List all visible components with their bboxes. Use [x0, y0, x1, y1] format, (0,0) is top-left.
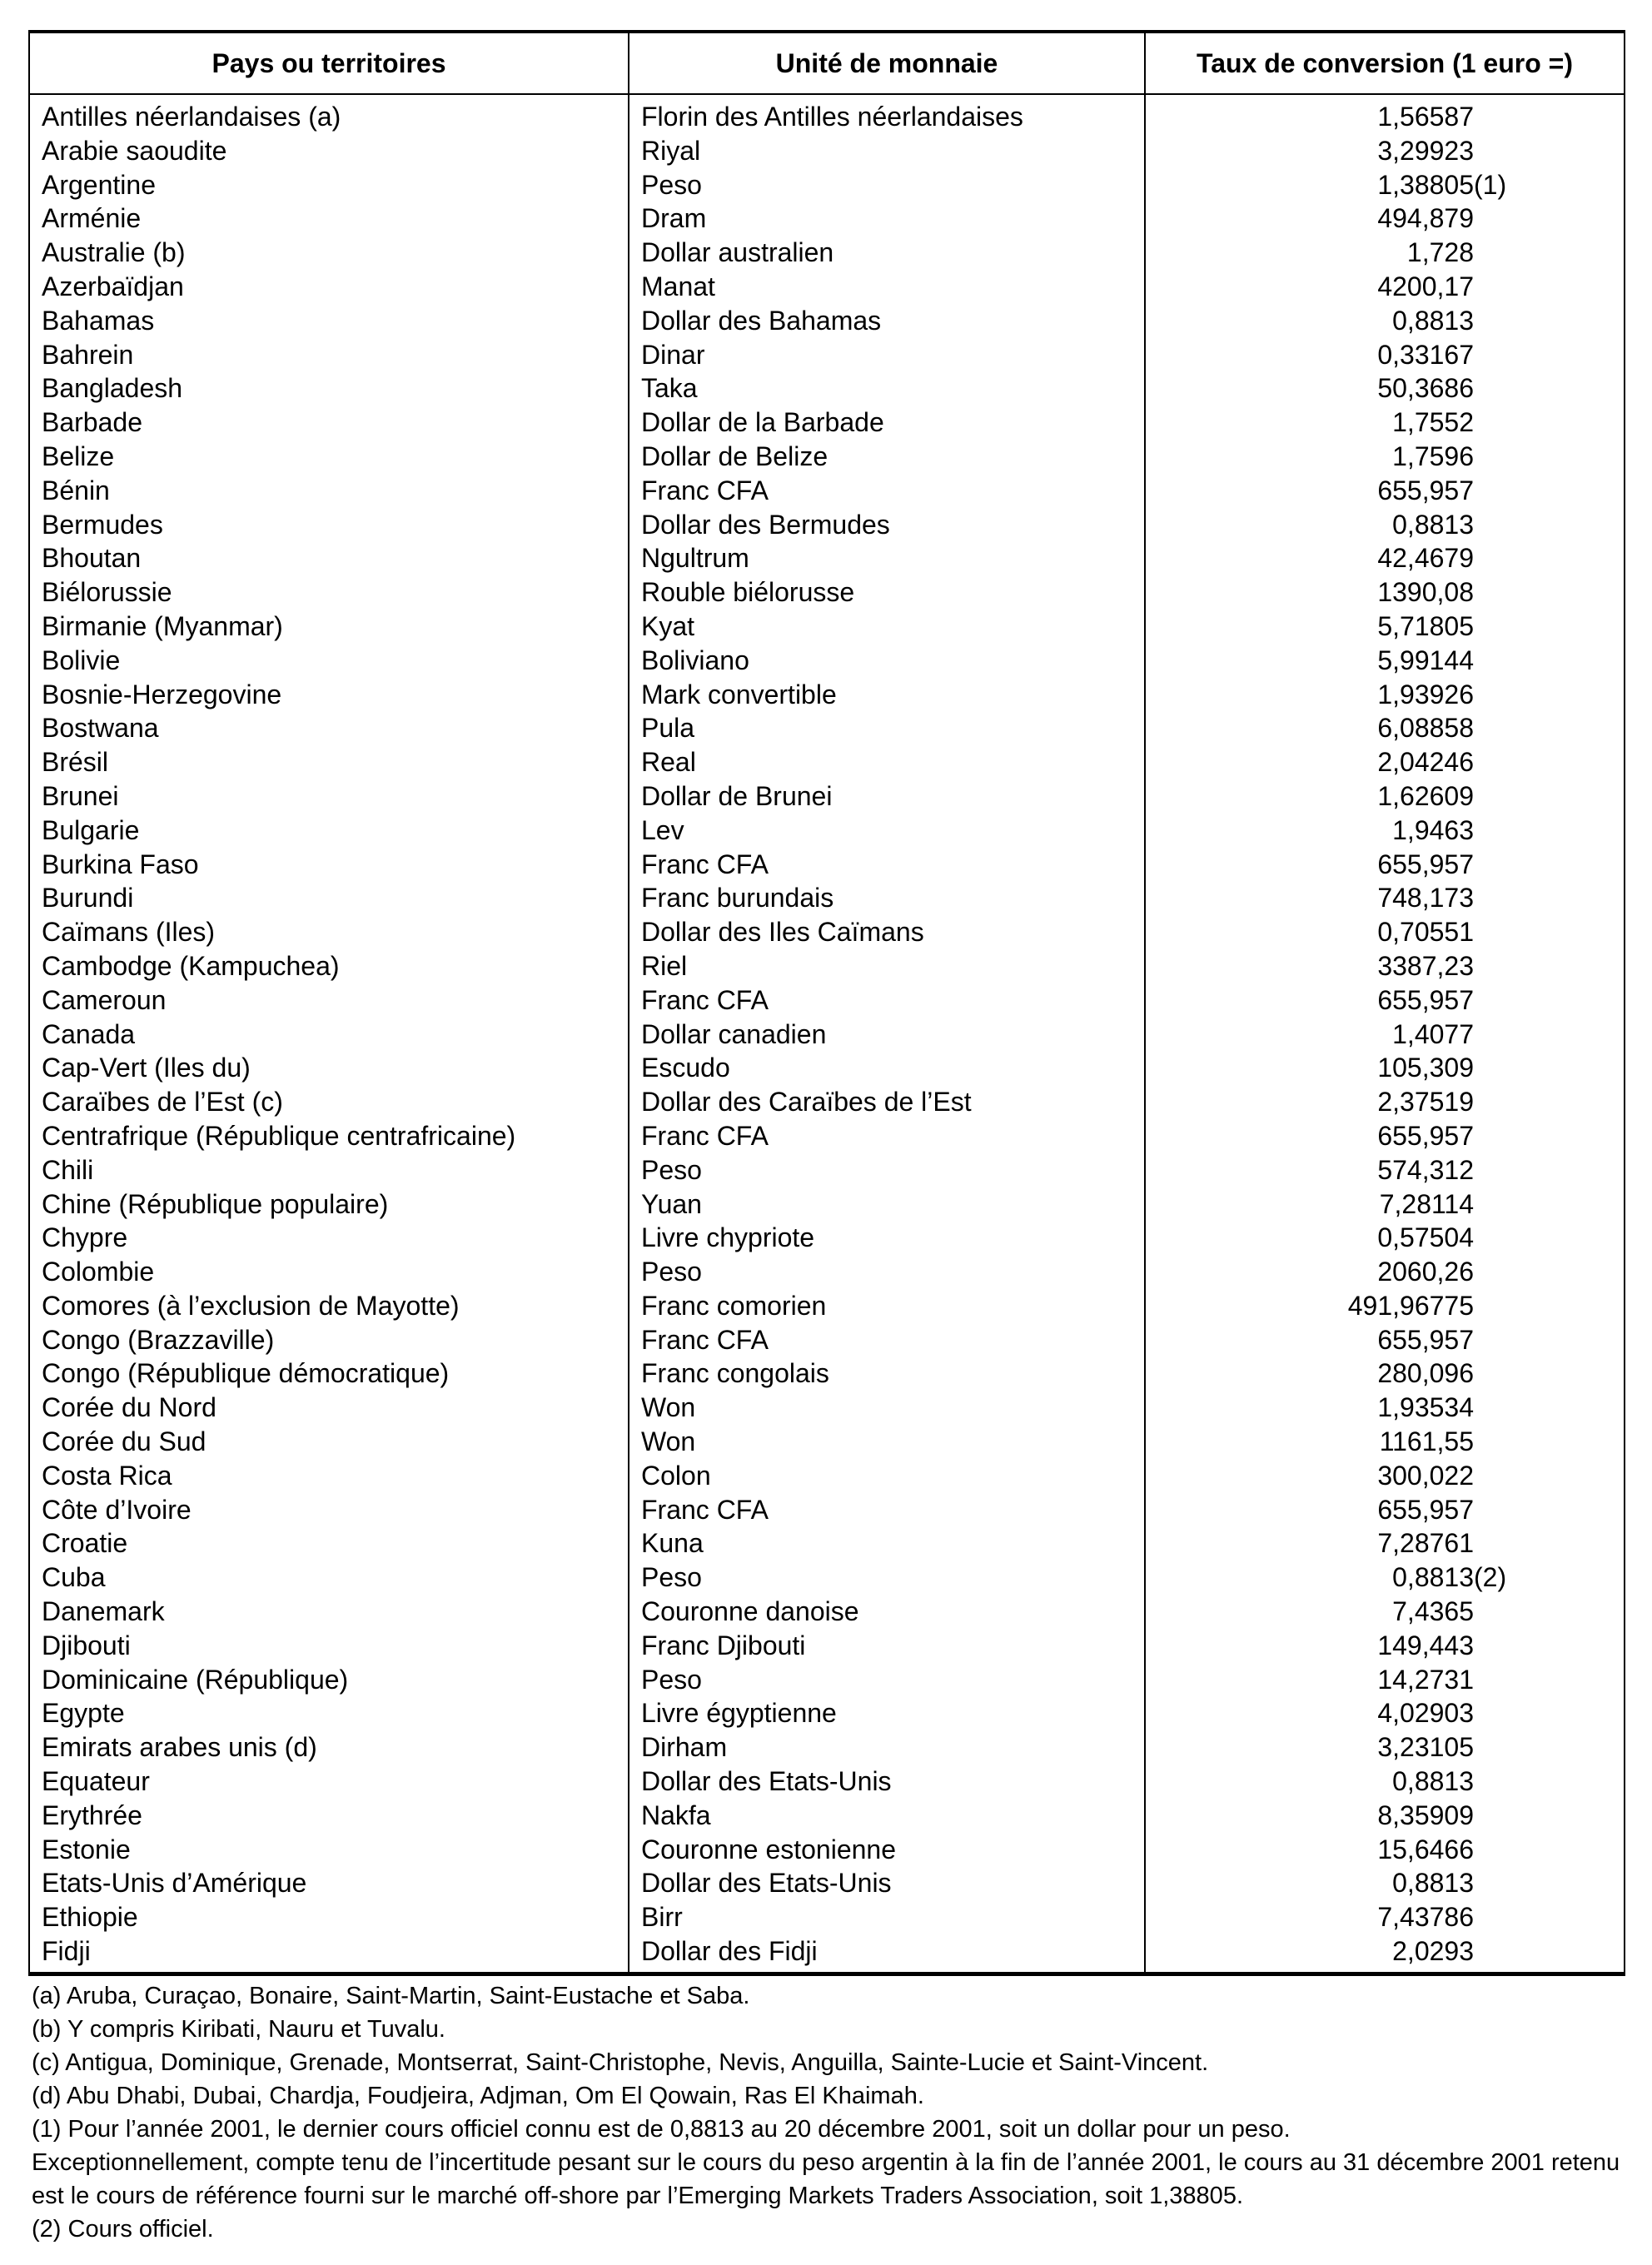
- rate-cell: 3,23105: [1377, 1732, 1474, 1763]
- currency-cell: Franc burundais: [629, 881, 1145, 915]
- table-row: [29, 1391, 1625, 1425]
- table-row: [29, 1799, 1625, 1833]
- country-cell: Corée du Sud: [29, 1425, 629, 1459]
- country-cell: Argentine: [29, 168, 629, 202]
- rate-cell: 6,08858: [1377, 713, 1474, 744]
- table-row: [29, 644, 1625, 678]
- currency-cell: Peso: [629, 1255, 1145, 1289]
- rate-cell: 1,7552: [1392, 407, 1474, 438]
- currency-cell: Kuna: [629, 1526, 1145, 1561]
- footnotes: [28, 1979, 1624, 2246]
- country-cell: Australie (b): [29, 236, 629, 270]
- rate-cell: 655,957: [1377, 1494, 1474, 1525]
- currency-cell: Pula: [629, 711, 1145, 745]
- country-cell: Chypre: [29, 1221, 629, 1255]
- currency-cell: Real: [629, 745, 1145, 779]
- table-row: [29, 1051, 1625, 1085]
- rate-cell: 7,28114: [1379, 1188, 1474, 1219]
- currency-cell: Colon: [629, 1459, 1145, 1493]
- rate-cell: 300,022: [1377, 1460, 1474, 1491]
- currency-cell: Dollar des Etats-Unis: [629, 1866, 1145, 1900]
- country-cell: Chine (République populaire): [29, 1187, 629, 1222]
- table-row: [29, 814, 1625, 848]
- table-row: [29, 983, 1625, 1018]
- table-row: [29, 1696, 1625, 1730]
- table-row: [29, 1187, 1625, 1222]
- country-cell: Erythrée: [29, 1799, 629, 1833]
- currency-cell: Ngultrum: [629, 541, 1145, 575]
- currency-cell: Won: [629, 1391, 1145, 1425]
- rate-cell: 494,879: [1377, 203, 1474, 234]
- country-cell: Canada: [29, 1018, 629, 1052]
- table-row: [29, 1153, 1625, 1187]
- country-cell: Bahrein: [29, 338, 629, 372]
- table-row: [29, 575, 1625, 610]
- table-header: [29, 32, 1625, 94]
- table-row: [29, 236, 1625, 270]
- country-cell: Barbade: [29, 406, 629, 440]
- table-row: [29, 1459, 1625, 1493]
- table-row: [29, 440, 1625, 474]
- rate-cell: 280,096: [1377, 1358, 1474, 1389]
- table-row: [29, 94, 1625, 134]
- table-row: [29, 168, 1625, 202]
- currency-cell: Peso: [629, 1663, 1145, 1697]
- country-cell: Comores (à l’exclusion de Mayotte): [29, 1289, 629, 1323]
- footnote: Exceptionnellement, compte tenu de l’incertitude pesant sur le cours du peso argentin à la fin de l’année 2001, le cours au 31 décembre 2001 retenu est le cours de référence fourni sur le marché off-shore par l’Emerging Markets Traders Association, soit 1,38805.: [32, 2148, 1620, 2209]
- rate-cell: 491,96775: [1347, 1290, 1474, 1321]
- table-row: [29, 1526, 1625, 1561]
- currency-cell: Riel: [629, 949, 1145, 983]
- table-row: [29, 1493, 1625, 1527]
- currency-cell: Florin des Antilles néerlandaises: [629, 94, 1145, 134]
- country-cell: Cuba: [29, 1561, 629, 1595]
- table-row: [29, 134, 1625, 168]
- country-cell: Belize: [29, 440, 629, 474]
- currency-cell: Lev: [629, 814, 1145, 848]
- table-row: [29, 1900, 1625, 1934]
- table-row: [29, 1663, 1625, 1697]
- footnote: (a) Aruba, Curaçao, Bonaire, Saint-Martin, Saint-Eustache et Saba.: [32, 1982, 750, 2009]
- currency-cell: Dollar canadien: [629, 1018, 1145, 1052]
- footnote: (c) Antigua, Dominique, Grenade, Montserrat, Saint-Christophe, Nevis, Anguilla, Sainte-Lucie et Saint-Vincent.: [32, 2048, 1209, 2076]
- table-row: [29, 1629, 1625, 1663]
- footnote: (1) Pour l’année 2001, le dernier cours officiel connu est de 0,8813 au 20 décembre 2001, soit un dollar pour un peso.: [32, 2115, 1291, 2143]
- rate-cell: 7,43786: [1377, 1902, 1474, 1933]
- country-cell: Chili: [29, 1153, 629, 1187]
- header-rate: Taux de conversion (1 euro =): [1145, 32, 1625, 94]
- country-cell: Côte d’Ivoire: [29, 1493, 629, 1527]
- currency-cell: Mark convertible: [629, 678, 1145, 712]
- rate-cell: 0,57504: [1377, 1222, 1474, 1253]
- rate-cell: 4200,17: [1377, 271, 1474, 301]
- table-row: [29, 508, 1625, 542]
- currency-cell: Escudo: [629, 1051, 1145, 1085]
- table-row: [29, 1085, 1625, 1119]
- country-cell: Brunei: [29, 779, 629, 814]
- rate-cell: 0,33167: [1377, 339, 1474, 370]
- country-cell: Fidji: [29, 1934, 629, 1974]
- currency-cell: Franc comorien: [629, 1289, 1145, 1323]
- currency-cell: Dollar des Bermudes: [629, 508, 1145, 542]
- rate-cell: 50,3686: [1377, 373, 1474, 404]
- rate-cell: 574,312: [1377, 1154, 1474, 1185]
- rate-cell: 1,93534: [1377, 1392, 1474, 1423]
- country-cell: Caïmans (Iles): [29, 915, 629, 949]
- country-cell: Dominicaine (République): [29, 1663, 629, 1697]
- country-cell: Equateur: [29, 1765, 629, 1799]
- table-row: [29, 1866, 1625, 1900]
- rate-cell: 1,38805(1): [1377, 169, 1507, 200]
- table-row: [29, 1730, 1625, 1765]
- country-cell: Djibouti: [29, 1629, 629, 1663]
- currency-cell: Won: [629, 1425, 1145, 1459]
- country-cell: Antilles néerlandaises (a): [29, 94, 629, 134]
- table-row: [29, 1221, 1625, 1255]
- currency-cell: Dollar des Caraïbes de l’Est: [629, 1085, 1145, 1119]
- currency-cell: Peso: [629, 168, 1145, 202]
- table-row: [29, 848, 1625, 882]
- rate-cell: 4,02903: [1377, 1698, 1474, 1729]
- table-row: [29, 371, 1625, 406]
- table-row: [29, 1289, 1625, 1323]
- footnote: (2) Cours officiel.: [32, 2215, 214, 2243]
- table-row: [29, 1595, 1625, 1629]
- country-cell: Arménie: [29, 202, 629, 236]
- currency-cell: Franc CFA: [629, 1493, 1145, 1527]
- rate-cell: 5,71805: [1377, 610, 1474, 641]
- rate-cell: 7,28761: [1377, 1528, 1474, 1559]
- currency-cell: Kyat: [629, 610, 1145, 644]
- rate-cell: 655,957: [1377, 984, 1474, 1015]
- currency-cell: Franc CFA: [629, 1119, 1145, 1153]
- currency-cell: Dollar des Iles Caïmans: [629, 915, 1145, 949]
- country-cell: Cambodge (Kampuchea): [29, 949, 629, 983]
- footnote: (b) Y compris Kiribati, Nauru et Tuvalu.: [32, 2015, 445, 2043]
- currency-cell: Birr: [629, 1900, 1145, 1934]
- country-cell: Burundi: [29, 881, 629, 915]
- table-row: [29, 202, 1625, 236]
- currency-cell: Dram: [629, 202, 1145, 236]
- country-cell: Ethiopie: [29, 1900, 629, 1934]
- table-row: [29, 1119, 1625, 1153]
- country-cell: Congo (République démocratique): [29, 1357, 629, 1391]
- country-cell: Caraïbes de l’Est (c): [29, 1085, 629, 1119]
- table-row: [29, 270, 1625, 304]
- table-row: [29, 1765, 1625, 1799]
- table-row: [29, 1357, 1625, 1391]
- country-cell: Estonie: [29, 1833, 629, 1867]
- header-currency: Unité de monnaie: [629, 32, 1145, 94]
- country-cell: Centrafrique (République centrafricaine): [29, 1119, 629, 1153]
- currency-cell: Dollar des Etats-Unis: [629, 1765, 1145, 1799]
- country-cell: Bermudes: [29, 508, 629, 542]
- currency-cell: Dollar australien: [629, 236, 1145, 270]
- table-row: [29, 1425, 1625, 1459]
- rate-cell: 8,35909: [1377, 1800, 1474, 1830]
- country-cell: Bahamas: [29, 304, 629, 338]
- table-row: [29, 610, 1625, 644]
- header-country: Pays ou territoires: [29, 32, 629, 94]
- currency-cell: Franc Djibouti: [629, 1629, 1145, 1663]
- currency-cell: Franc congolais: [629, 1357, 1145, 1391]
- currency-cell: Riyal: [629, 134, 1145, 168]
- currency-cell: Franc CFA: [629, 474, 1145, 508]
- currency-cell: Dollar des Fidji: [629, 1934, 1145, 1974]
- country-cell: Danemark: [29, 1595, 629, 1629]
- rate-cell: 0,8813: [1392, 305, 1474, 336]
- table-row: [29, 949, 1625, 983]
- rate-cell: 655,957: [1377, 1324, 1474, 1355]
- rate-cell: 2,37519: [1377, 1087, 1474, 1118]
- table-row: [29, 1018, 1625, 1052]
- table-row: [29, 1934, 1625, 1974]
- table-row: [29, 1561, 1625, 1595]
- table-row: [29, 779, 1625, 814]
- table-body: [29, 94, 1625, 1974]
- rate-cell: 7,4365: [1392, 1596, 1474, 1627]
- rate-cell: 1,4077: [1392, 1018, 1474, 1049]
- currency-cell: Dirham: [629, 1730, 1145, 1765]
- rate-cell: 748,173: [1377, 883, 1474, 913]
- rate-cell: 0,8813: [1392, 1766, 1474, 1797]
- currency-cell: Dollar de la Barbade: [629, 406, 1145, 440]
- rate-cell: 5,99144: [1377, 645, 1474, 675]
- currency-cell: Franc CFA: [629, 1323, 1145, 1357]
- currency-cell: Franc CFA: [629, 848, 1145, 882]
- country-cell: Etats-Unis d’Amérique: [29, 1866, 629, 1900]
- rate-cell: 1,728: [1406, 237, 1474, 268]
- table-row: [29, 678, 1625, 712]
- rate-cell: 1,62609: [1377, 780, 1474, 811]
- country-cell: Corée du Nord: [29, 1391, 629, 1425]
- currency-cell: Yuan: [629, 1187, 1145, 1222]
- rate-cell: 1,9463: [1392, 814, 1474, 845]
- rate-cell: 3,29923: [1377, 135, 1474, 166]
- table-row: [29, 1833, 1625, 1867]
- currency-cell: Livre chypriote: [629, 1221, 1145, 1255]
- table-row: [29, 338, 1625, 372]
- country-cell: Biélorussie: [29, 575, 629, 610]
- country-cell: Cameroun: [29, 983, 629, 1018]
- country-cell: Bolivie: [29, 644, 629, 678]
- table-row: [29, 541, 1625, 575]
- currency-cell: Dollar des Bahamas: [629, 304, 1145, 338]
- rate-cell: 1,93926: [1377, 679, 1474, 709]
- currency-cell: Dinar: [629, 338, 1145, 372]
- table-row: [29, 304, 1625, 338]
- rate-cell: 0,8813(2): [1392, 1562, 1507, 1593]
- currency-cell: Couronne danoise: [629, 1595, 1145, 1629]
- header-row: [29, 32, 1625, 94]
- rate-cell: 0,8813: [1392, 1868, 1474, 1899]
- country-cell: Egypte: [29, 1696, 629, 1730]
- table-row: [29, 881, 1625, 915]
- conversion-table: [28, 30, 1625, 1976]
- country-cell: Brésil: [29, 745, 629, 779]
- rate-cell: 3387,23: [1377, 950, 1474, 981]
- document-page: [28, 30, 1624, 2246]
- country-cell: Croatie: [29, 1526, 629, 1561]
- table-row: [29, 745, 1625, 779]
- currency-cell: Franc CFA: [629, 983, 1145, 1018]
- country-cell: Cap-Vert (Iles du): [29, 1051, 629, 1085]
- country-cell: Birmanie (Myanmar): [29, 610, 629, 644]
- country-cell: Emirats arabes unis (d): [29, 1730, 629, 1765]
- rate-cell: 1161,55: [1379, 1426, 1474, 1457]
- currency-cell: Dollar de Belize: [629, 440, 1145, 474]
- currency-cell: Dollar de Brunei: [629, 779, 1145, 814]
- rate-cell: 0,70551: [1377, 917, 1474, 948]
- currency-cell: Peso: [629, 1561, 1145, 1595]
- table-row: [29, 1323, 1625, 1357]
- currency-cell: Boliviano: [629, 644, 1145, 678]
- currency-cell: Rouble biélorusse: [629, 575, 1145, 610]
- rate-cell: 42,4679: [1377, 543, 1474, 574]
- table-row: [29, 406, 1625, 440]
- rate-cell: 655,957: [1377, 1120, 1474, 1151]
- rate-cell: 15,6466: [1377, 1834, 1474, 1864]
- table-row: [29, 711, 1625, 745]
- country-cell: Bénin: [29, 474, 629, 508]
- rate-cell: 1,7596: [1392, 441, 1474, 471]
- rate-cell: 0,8813: [1392, 509, 1474, 540]
- rate-cell: 105,309: [1377, 1053, 1474, 1083]
- country-cell: Costa Rica: [29, 1459, 629, 1493]
- currency-cell: Nakfa: [629, 1799, 1145, 1833]
- country-cell: Congo (Brazzaville): [29, 1323, 629, 1357]
- country-cell: Bostwana: [29, 711, 629, 745]
- currency-cell: Peso: [629, 1153, 1145, 1187]
- rate-cell: 655,957: [1377, 475, 1474, 505]
- currency-cell: Manat: [629, 270, 1145, 304]
- country-cell: Arabie saoudite: [29, 134, 629, 168]
- country-cell: Bangladesh: [29, 371, 629, 406]
- rate-cell: 1,56587: [1377, 102, 1474, 132]
- currency-cell: Taka: [629, 371, 1145, 406]
- rate-cell: 655,957: [1377, 849, 1474, 879]
- footnote: (d) Abu Dhabi, Dubai, Chardja, Foudjeira, Adjman, Om El Qowain, Ras El Khaimah.: [32, 2082, 924, 2109]
- country-cell: Bosnie-Herzegovine: [29, 678, 629, 712]
- table-row: [29, 915, 1625, 949]
- country-cell: Azerbaïdjan: [29, 270, 629, 304]
- table-row: [29, 474, 1625, 508]
- rate-cell: 149,443: [1377, 1630, 1474, 1660]
- rate-cell: 2060,26: [1377, 1257, 1474, 1287]
- country-cell: Bhoutan: [29, 541, 629, 575]
- rate-cell: 1390,08: [1377, 577, 1474, 608]
- country-cell: Bulgarie: [29, 814, 629, 848]
- country-cell: Colombie: [29, 1255, 629, 1289]
- country-cell: Burkina Faso: [29, 848, 629, 882]
- rate-cell: 2,0293: [1392, 1936, 1474, 1967]
- currency-cell: Livre égyptienne: [629, 1696, 1145, 1730]
- table-row: [29, 1255, 1625, 1289]
- rate-cell: 2,04246: [1377, 747, 1474, 778]
- rate-cell: 14,2731: [1377, 1664, 1474, 1695]
- currency-cell: Couronne estonienne: [629, 1833, 1145, 1867]
